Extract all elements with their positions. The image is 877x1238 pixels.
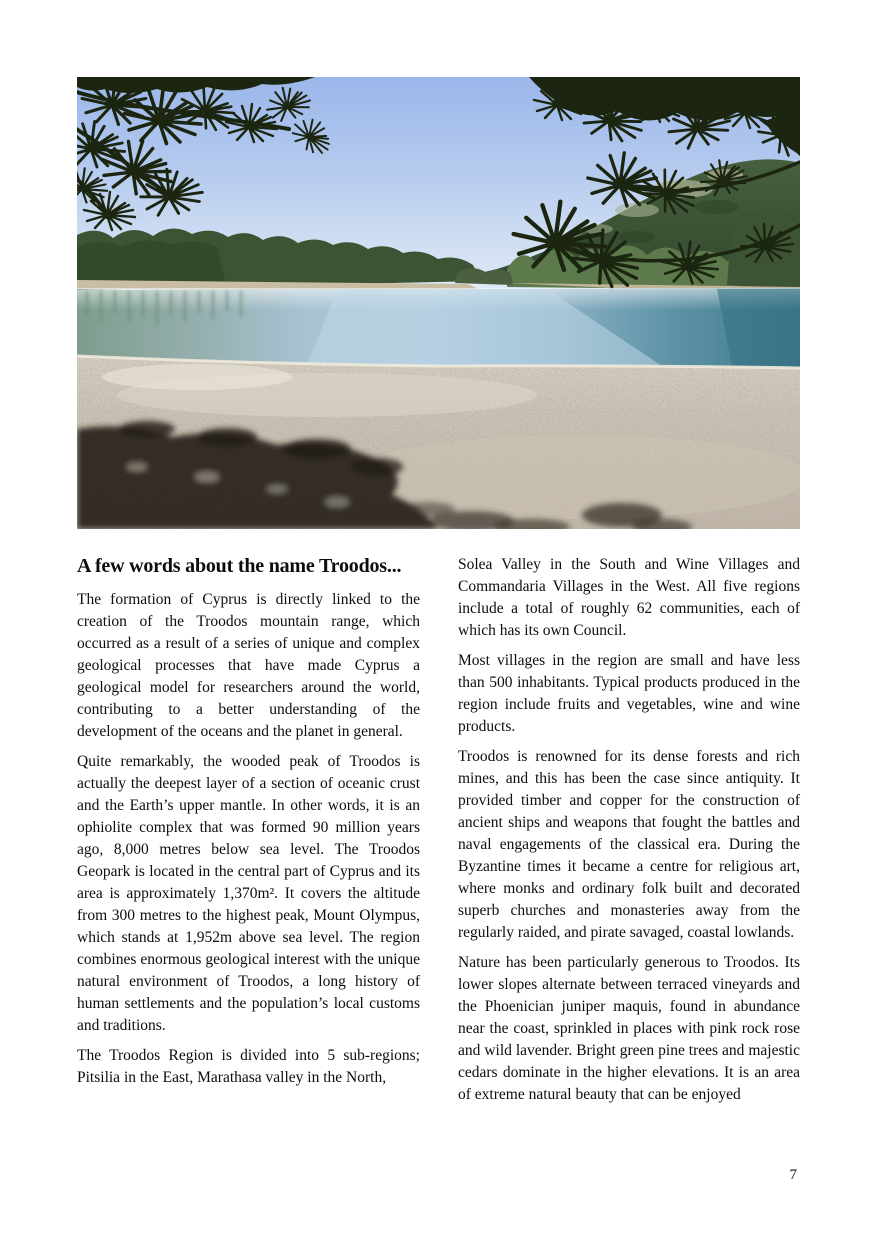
right-column [458, 554, 800, 1114]
body-paragraph: Quite remarkably, the wooded peak of Troodos is actually the deepest layer of a section of oceanic crust and the Earth’s upper mantle. In other words, it is an ophiolite complex that was formed 90 million years ago, 8,000 metres below sea level. The Troodos Geopark is located in the central part of Cyprus and its area is approximately 1,370m². It covers the altitude from 300 metres to the highest peak, Mount Olympus, which stands at 1,952m above sea level. The region combines enormous geological interest with the unique natural environment of Troodos, a long history of human settlements and the population’s local customs and traditions. [77, 753, 420, 1034]
body-paragraph: The Troodos Region is divided into 5 sub-regions; Pitsilia in the East, Marathasa valley in the North, [77, 1047, 420, 1086]
page-number: 7 [789, 1167, 797, 1183]
body-paragraph: Most villages in the region are small and have less than 500 inhabitants. Typical products produced in the region include fruits and vegetables, wine and wine products. [458, 652, 800, 735]
article-body [77, 554, 800, 1114]
lake-photo-illustration [77, 77, 800, 529]
left-column [77, 554, 420, 1114]
lake-photo [77, 77, 800, 529]
body-paragraph: Troodos is renowned for its dense forests and rich mines, and this has been the case since antiquity. It provided timber and copper for the construction of ancient ships and weapons that fought the battles and naval engagements of the classical era. During the Byzantine times it became a centre for religious art, where monks and ordinary folk built and decorated superb churches and monasteries away from the regularly raided, and pirate savaged, coastal lowlands. [458, 748, 800, 941]
body-paragraph: Solea Valley in the South and Wine Villages and Commandaria Villages in the West. All five regions include a total of roughly 62 communities, each of which has its own Council. [458, 556, 800, 639]
article-heading: A few words about the name Troodos... [77, 555, 402, 577]
body-paragraph: The formation of Cyprus is directly linked to the creation of the Troodos mountain range, which occurred as a result of a series of unique and complex geological processes that have made Cyprus a geological model for researchers around the world, contributing to a better understanding of the development of the oceans and the planet in general. [77, 591, 420, 740]
body-paragraph: Nature has been particularly generous to Troodos. Its lower slopes alternate between terraced vineyards and the Phoenician juniper maquis, found in abundance near the coast, sprinkled in places with pink rock rose and wild lavender. Bright green pine trees and majestic cedars dominate in the higher elevations. It is an area of extreme natural beauty that can be enjoyed [458, 954, 800, 1103]
